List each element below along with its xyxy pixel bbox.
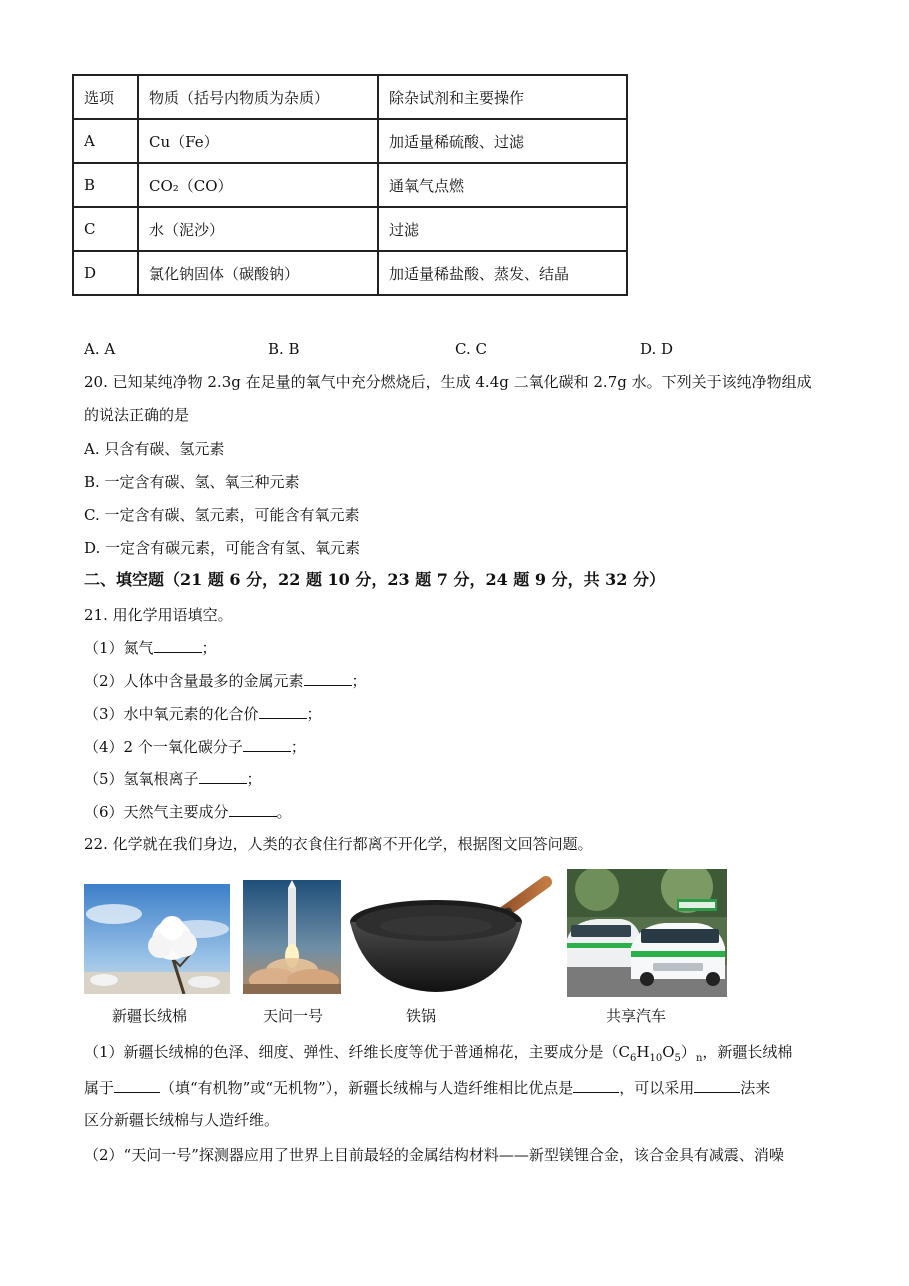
shared-car-image	[567, 869, 727, 997]
q21-item-text: （3）水中氧元素的化合价	[84, 705, 259, 723]
q22-part1-text: 属于	[84, 1079, 115, 1097]
q22-part1-line2	[84, 1077, 770, 1098]
q22-part1-text: （1）新疆长绒棉的色泽、细度、弹性、纤维长度等优于普通棉花，主要成分是（C	[84, 1043, 631, 1061]
table-row	[73, 163, 627, 207]
q22-stem: 22. 化学就在我们身边，人类的衣食住行都离不开化学，根据图文回答问题。	[84, 835, 593, 853]
table-cell: D	[73, 251, 138, 295]
answer-blank[interactable]	[154, 637, 202, 653]
q21-item-text: （4）2 个一氧化碳分子	[84, 738, 243, 756]
q22-part1-line1	[84, 1042, 792, 1069]
q21-item-text: （5）氢氧根离子	[84, 770, 199, 788]
q21-item	[84, 703, 322, 724]
q20-option-d: D. 一定含有碳元素，可能含有氢、氧元素	[84, 539, 361, 557]
q19-option-b: B. B	[268, 340, 300, 358]
table-cell: 过滤	[378, 207, 627, 251]
table-cell: 氯化钠固体（碳酸钠）	[138, 251, 378, 295]
subscript: 6	[630, 1053, 637, 1064]
table-cell: 通氧气点燃	[378, 163, 627, 207]
answer-blank[interactable]	[694, 1077, 740, 1093]
answer-blank[interactable]	[229, 801, 277, 817]
q21-item-end: 。	[276, 803, 292, 821]
q22-part2-line1: （2）“天问一号”探测器应用了世界上目前最轻的金属结构材料——新型镁锂合金，该合金具有减震、消噪	[84, 1146, 784, 1164]
answer-blank[interactable]	[304, 670, 352, 686]
q21-item	[84, 670, 367, 691]
q22-part1-text: （填“有机物”或“无机物”），新疆长绒棉与人造纤维相比优点是	[160, 1079, 574, 1097]
wok-image	[346, 872, 564, 998]
cotton-image	[84, 884, 230, 994]
table-header-cell: 除杂试剂和主要操作	[378, 75, 627, 119]
q21-item-text: （2）人体中含量最多的金属元素	[84, 672, 304, 690]
table-cell: B	[73, 163, 138, 207]
subscript: 10	[649, 1053, 663, 1064]
rocket-icon	[243, 880, 341, 994]
q21-item-text: （6）天然气主要成分	[84, 803, 229, 821]
table-header-cell: 物质（括号内物质为杂质）	[138, 75, 378, 119]
table-cell: CO₂（CO）	[138, 163, 378, 207]
q20-option-b: B. 一定含有碳、氢、氧三种元素	[84, 473, 300, 491]
q20-stem-line1: 20. 已知某纯净物 2.3g 在足量的氧气中充分燃烧后，生成 4.4g 二氧化碳和 2.7g 水。下列关于该纯净物组成	[84, 373, 812, 391]
q21-item-end: ；	[201, 639, 217, 657]
caption-rocket: 天问一号	[263, 1007, 324, 1025]
q22-part1-line3: 区分新疆长绒棉与人造纤维。	[84, 1111, 280, 1129]
q21-item-end: ；	[246, 770, 262, 788]
subscript: n	[695, 1053, 703, 1064]
table-cell: 加适量稀盐酸、蒸发、结晶	[378, 251, 627, 295]
caption-wok: 铁锅	[406, 1007, 437, 1025]
q19-option-c: C. C	[455, 340, 487, 358]
q21-stem: 21. 用化学用语填空。	[84, 606, 233, 624]
q22-part1-text: O	[662, 1043, 675, 1061]
q21-item	[84, 637, 217, 658]
car-icon	[567, 869, 727, 997]
caption-cotton: 新疆长绒棉	[112, 1007, 188, 1025]
q21-item-end: ；	[306, 705, 322, 723]
table-cell: C	[73, 207, 138, 251]
table-cell: Cu（Fe）	[138, 119, 378, 163]
q21-item-end: ；	[351, 672, 367, 690]
q22-part1-text: ，可以采用	[619, 1079, 695, 1097]
q21-item	[84, 768, 262, 789]
answer-blank[interactable]	[573, 1077, 619, 1093]
section-heading: 二、填空题（21 题 6 分，22 题 10 分，23 题 7 分，24 题 9 分，共 32 分）	[84, 570, 665, 589]
q21-item-end: ；	[290, 738, 306, 756]
q19-option-d: D. D	[640, 340, 674, 358]
q22-part1-text: ）	[680, 1043, 696, 1061]
table-row	[73, 251, 627, 295]
q20-option-a: A. 只含有碳、氢元素	[84, 440, 225, 458]
q22-part1-text: 法来	[740, 1079, 771, 1097]
options-table	[72, 74, 628, 296]
wok-icon	[346, 872, 564, 998]
table-cell: A	[73, 119, 138, 163]
answer-blank[interactable]	[114, 1077, 160, 1093]
table-header-cell: 选项	[73, 75, 138, 119]
caption-car: 共享汽车	[606, 1007, 667, 1025]
q19-option-a: A. A	[84, 340, 116, 358]
table-row	[73, 119, 627, 163]
q20-option-c: C. 一定含有碳、氢元素，可能含有氧元素	[84, 506, 360, 524]
q20-stem-line2: 的说法正确的是	[84, 406, 190, 424]
q22-part1-text: ，新疆长绒棉	[702, 1043, 793, 1061]
q21-item	[84, 801, 292, 822]
q21-item	[84, 736, 306, 757]
cotton-icon	[84, 884, 230, 994]
answer-blank[interactable]	[199, 768, 247, 784]
q22-part1-text: H	[636, 1043, 650, 1061]
table-row	[73, 207, 627, 251]
table-cell: 加适量稀硫酸、过滤	[378, 119, 627, 163]
answer-blank[interactable]	[259, 703, 307, 719]
answer-blank[interactable]	[243, 736, 291, 752]
q21-item-text: （1）氮气	[84, 639, 154, 657]
table-header-row	[73, 75, 627, 119]
rocket-image	[243, 880, 341, 994]
table-cell: 水（泥沙）	[138, 207, 378, 251]
subscript: 5	[674, 1053, 681, 1064]
